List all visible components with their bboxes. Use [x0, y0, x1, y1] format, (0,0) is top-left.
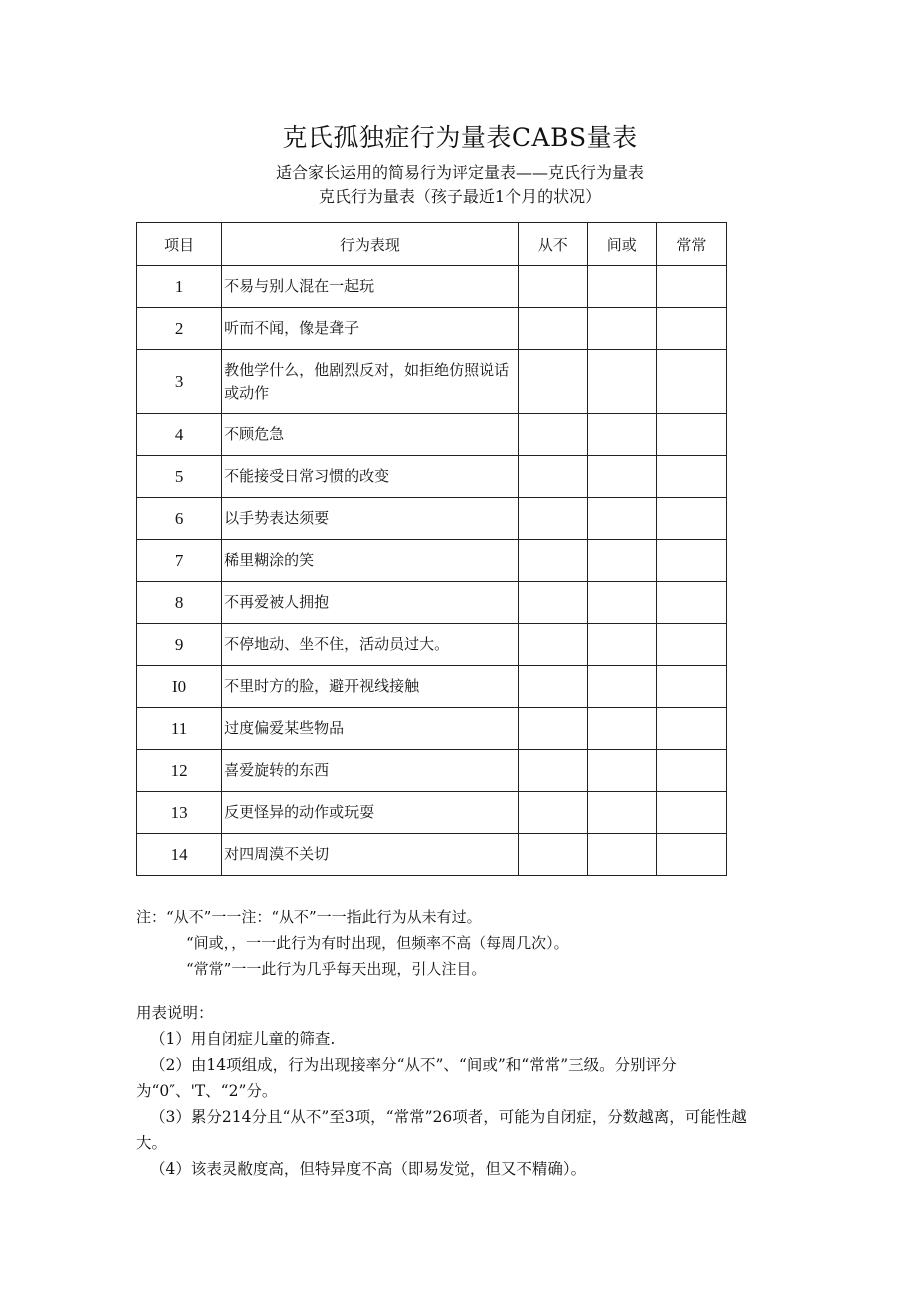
usage-heading: 用表说明：	[136, 1004, 214, 1022]
item-number: I0	[137, 666, 222, 708]
table-row	[137, 834, 727, 876]
sometimes-cell[interactable]	[587, 414, 656, 456]
often-cell[interactable]	[656, 792, 726, 834]
often-cell[interactable]	[656, 540, 726, 582]
sometimes-cell[interactable]	[587, 266, 656, 308]
often-cell[interactable]	[656, 414, 726, 456]
sometimes-cell[interactable]	[587, 708, 656, 750]
behavior-text: 不易与别人混在一起玩	[222, 266, 519, 308]
usage-item: （2）由14项组成，行为出现接率分“从不”、“间或”和“常常”三级。分别评分为“0″、'T、“2”分。	[136, 1056, 677, 1100]
document-title: 克氏孤独症行为量表CABS量表	[282, 123, 638, 152]
never-cell[interactable]	[518, 582, 587, 624]
note-often: “常常”一一此行为几乎每天出现，引人注目。	[186, 960, 487, 978]
header-sometimes: 间或	[587, 223, 656, 266]
behavior-scale-table	[136, 222, 727, 876]
never-cell[interactable]	[518, 350, 587, 414]
sometimes-cell[interactable]	[587, 540, 656, 582]
note-sometimes: “间或，，一一此行为有时出现，但频率不高（每周几次）。	[186, 934, 569, 952]
item-number: 8	[137, 582, 222, 624]
behavior-text: 稀里糊涂的笑	[222, 540, 519, 582]
often-cell[interactable]	[656, 708, 726, 750]
behavior-text: 不顾危急	[222, 414, 519, 456]
often-cell[interactable]	[656, 624, 726, 666]
sometimes-cell[interactable]	[587, 350, 656, 414]
behavior-text: 不能接受日常习惯的改变	[222, 456, 519, 498]
table-row	[137, 350, 727, 414]
sometimes-cell[interactable]	[587, 834, 656, 876]
header-never: 从不	[518, 223, 587, 266]
table-row	[137, 624, 727, 666]
never-cell[interactable]	[518, 666, 587, 708]
often-cell[interactable]	[656, 498, 726, 540]
sometimes-cell[interactable]	[587, 498, 656, 540]
table-row	[137, 414, 727, 456]
table-row	[137, 582, 727, 624]
header-item: 项目	[137, 223, 222, 266]
table-header-row	[137, 223, 727, 266]
usage-instructions	[136, 1000, 776, 1182]
behavior-text: 听而不闻，像是聋子	[222, 308, 519, 350]
never-cell[interactable]	[518, 750, 587, 792]
behavior-text: 以手势表达须要	[222, 498, 519, 540]
header-behavior: 行为表现	[222, 223, 519, 266]
table-row	[137, 666, 727, 708]
behavior-text: 教他学什么，他剧烈反对，如拒绝仿照说话或动作	[222, 350, 519, 414]
usage-item: （4）该表灵敝度高，但特异度不高（即易发觉，但又不精确）。	[150, 1160, 587, 1178]
never-cell[interactable]	[518, 792, 587, 834]
item-number: 7	[137, 540, 222, 582]
sometimes-cell[interactable]	[587, 456, 656, 498]
table-row	[137, 498, 727, 540]
header-often: 常常	[656, 223, 726, 266]
table-caption: 克氏行为量表（孩子最近1个月的状况）	[318, 187, 602, 206]
table-row	[137, 540, 727, 582]
sometimes-cell[interactable]	[587, 792, 656, 834]
sometimes-cell[interactable]	[587, 582, 656, 624]
often-cell[interactable]	[656, 834, 726, 876]
item-number: 11	[137, 708, 222, 750]
never-cell[interactable]	[518, 540, 587, 582]
sometimes-cell[interactable]	[587, 308, 656, 350]
often-cell[interactable]	[656, 582, 726, 624]
table-row	[137, 750, 727, 792]
behavior-text: 喜爱旋转的东西	[222, 750, 519, 792]
usage-item: （1）用自闭症儿童的筛查.	[150, 1030, 336, 1048]
sometimes-cell[interactable]	[587, 750, 656, 792]
behavior-text: 过度偏爱某些物品	[222, 708, 519, 750]
behavior-text: 反更怪异的动作或玩耍	[222, 792, 519, 834]
item-number: 9	[137, 624, 222, 666]
item-number: 2	[137, 308, 222, 350]
table-row	[137, 308, 727, 350]
usage-item: （3）累分214分且“从不”至3项，“常常”26项者，可能为自闭症，分数越离，可能性越大。	[136, 1108, 747, 1152]
item-number: 3	[137, 350, 222, 414]
often-cell[interactable]	[656, 350, 726, 414]
behavior-text: 不里时方的脸，避开视线接触	[222, 666, 519, 708]
never-cell[interactable]	[518, 624, 587, 666]
item-number: 13	[137, 792, 222, 834]
table-row	[137, 708, 727, 750]
never-cell[interactable]	[518, 266, 587, 308]
behavior-text: 不再爱被人拥抱	[222, 582, 519, 624]
behavior-text: 对四周漠不关切	[222, 834, 519, 876]
table-row	[137, 266, 727, 308]
item-number: 12	[137, 750, 222, 792]
often-cell[interactable]	[656, 666, 726, 708]
often-cell[interactable]	[656, 308, 726, 350]
never-cell[interactable]	[518, 498, 587, 540]
item-number: 14	[137, 834, 222, 876]
item-number: 4	[137, 414, 222, 456]
never-cell[interactable]	[518, 308, 587, 350]
item-number: 5	[137, 456, 222, 498]
never-cell[interactable]	[518, 708, 587, 750]
sometimes-cell[interactable]	[587, 624, 656, 666]
behavior-text: 不停地动、坐不住，活动员过大。	[222, 624, 519, 666]
never-cell[interactable]	[518, 414, 587, 456]
note-never: 注：“从不”一一注：“从不”一一指此行为从未有过。	[136, 908, 482, 926]
notes-section	[136, 904, 569, 982]
item-number: 1	[137, 266, 222, 308]
often-cell[interactable]	[656, 750, 726, 792]
table-row	[137, 792, 727, 834]
sometimes-cell[interactable]	[587, 666, 656, 708]
never-cell[interactable]	[518, 834, 587, 876]
often-cell[interactable]	[656, 266, 726, 308]
never-cell[interactable]	[518, 456, 587, 498]
subtitle: 适合家长运用的简易行为评定量表——克氏行为量表	[275, 163, 644, 182]
table-row	[137, 456, 727, 498]
often-cell[interactable]	[656, 456, 726, 498]
item-number: 6	[137, 498, 222, 540]
